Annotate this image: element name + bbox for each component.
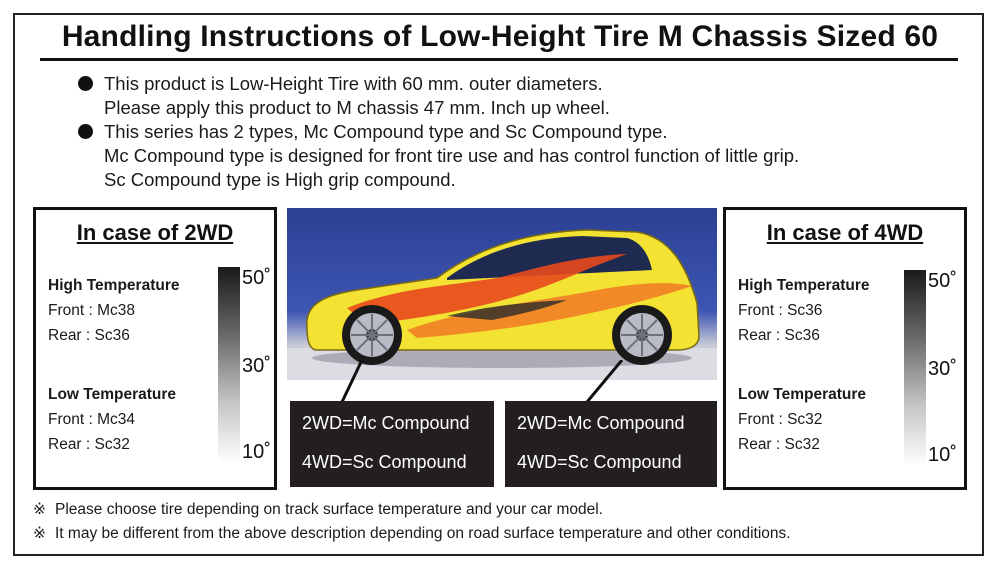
intro-bullet-1 xyxy=(78,72,978,120)
panel-4wd xyxy=(723,207,967,490)
high-temp-rear: Rear : Sc36 xyxy=(738,327,820,344)
low-temp-heading: Low Temperature xyxy=(738,386,867,403)
temp-label-50: 50˚ xyxy=(928,270,957,292)
footnote-2 xyxy=(33,524,791,543)
intro-line: Mc Compound type is designed for front tire use and has control function of little grip. xyxy=(104,145,800,166)
bullet-icon xyxy=(78,124,93,139)
front-wheel-pointer xyxy=(342,360,362,402)
callout-2wd-text: 2WD=Mc Compound xyxy=(302,413,470,433)
intro-line: Sc Compound type is High grip compound. xyxy=(104,169,456,190)
reference-mark-icon: ※ xyxy=(33,525,46,542)
low-temp-front: Front : Mc34 xyxy=(48,411,135,428)
high-temp-heading: High Temperature xyxy=(738,277,870,294)
temperature-gradient-bar xyxy=(904,270,926,466)
rc-car-illustration xyxy=(287,208,717,380)
low-temp-rear: Rear : Sc32 xyxy=(48,436,130,453)
intro-line: This product is Low-Height Tire with 60 mm. outer diameters. xyxy=(104,73,603,94)
low-temp-rear: Rear : Sc32 xyxy=(738,436,820,453)
reference-mark-icon: ※ xyxy=(33,501,46,518)
callout-4wd-text: 4WD=Sc Compound xyxy=(302,452,467,472)
temp-label-30: 30˚ xyxy=(928,358,957,380)
car-photo xyxy=(287,208,717,380)
intro-section xyxy=(78,72,978,192)
rear-wheel-pointer xyxy=(587,360,622,402)
panel-2wd xyxy=(33,207,277,490)
intro-line: This series has 2 types, Mc Compound type and Sc Compound type. xyxy=(104,121,668,142)
panel-4wd-title: In case of 4WD xyxy=(766,220,924,245)
footnote-text: Please choose tire depending on track surface temperature and your car model. xyxy=(55,501,603,518)
callout-pointers xyxy=(287,360,717,404)
front-wheel-callout xyxy=(290,401,494,487)
page-title: Handling Instructions of Low-Height Tire M Chassis Sized 60 xyxy=(61,20,939,53)
footnote-text: It may be different from the above description depending on road surface temperature and other conditions. xyxy=(55,525,791,542)
high-temp-heading: High Temperature xyxy=(48,277,180,294)
high-temp-front: Front : Mc38 xyxy=(48,302,135,319)
callout-2wd-text: 2WD=Mc Compound xyxy=(517,413,685,433)
panel-2wd-title: In case of 2WD xyxy=(76,220,234,245)
low-temp-heading: Low Temperature xyxy=(48,386,177,403)
title-underline xyxy=(40,58,958,61)
footnote-1 xyxy=(33,500,603,519)
intro-line: Please apply this product to M chassis 47 mm. Inch up wheel. xyxy=(104,97,610,118)
temperature-gradient-bar xyxy=(218,267,240,463)
temp-label-50: 50˚ xyxy=(242,267,271,289)
intro-bullet-2 xyxy=(78,120,978,192)
high-temp-front: Front : Sc36 xyxy=(738,302,823,319)
low-temp-front: Front : Sc32 xyxy=(738,411,823,428)
rear-wheel-callout xyxy=(505,401,717,487)
temp-label-30: 30˚ xyxy=(242,355,271,377)
bullet-icon xyxy=(78,76,93,91)
high-temp-rear: Rear : Sc36 xyxy=(48,327,130,344)
callout-4wd-text: 4WD=Sc Compound xyxy=(517,452,682,472)
temp-label-10: 10˚ xyxy=(242,441,271,463)
temp-label-10: 10˚ xyxy=(928,444,957,466)
